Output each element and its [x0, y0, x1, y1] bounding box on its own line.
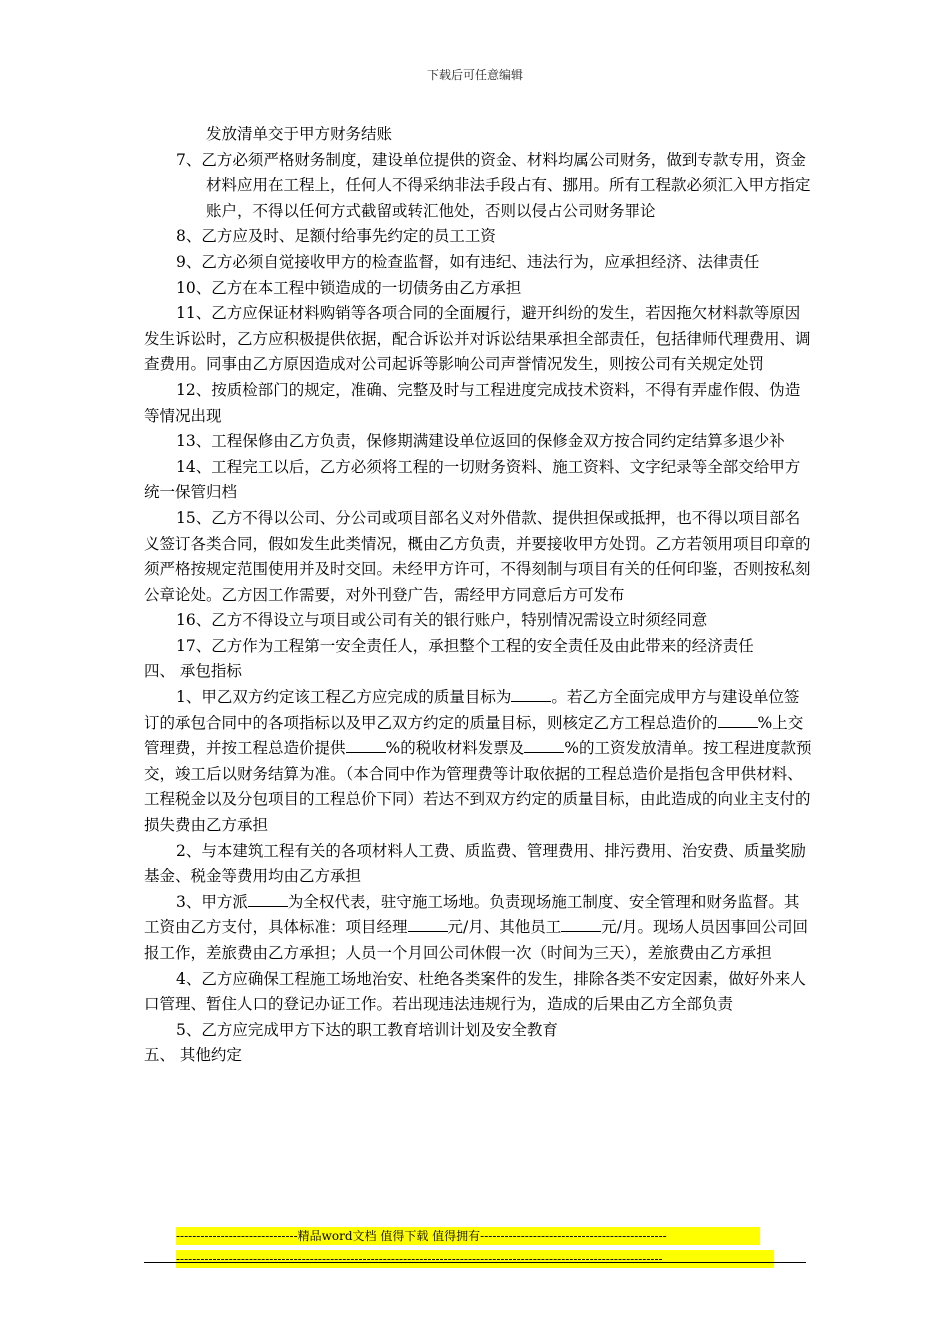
text-span: %上交管理费，并按工程总造价提供: [144, 713, 804, 758]
clause-10: 10、乙方在本工程中锁造成的一切债务由乙方承担: [176, 278, 522, 297]
clause-15: 15、乙方不得以公司、分公司或项目部名义对外借款、提供担保或抵押，也不得以项目部名义签订各类合同，假如发生此类情况，概由乙方负责，并要接收甲方处罚。乙方若领用项目印章的须严格按规定范围使用并及时交回。未经甲方许可，不得刻制与项目有关的任何印鉴，否则按私刻公章论处。乙方因工作需要，对外刊登广告，需经甲方同意后方可发布: [144, 508, 811, 604]
text-span: 为全权代表，驻守施工场地。负责现场施工制度、安全管理和财务监督。其工资由乙方支付，具体标准：项目经理: [144, 892, 800, 937]
clause-7: 7、乙方必须严格财务制度，建设单位提供的资金、材料均属公司财务，做到专款专用，资金材料应用在工程上，任何人不得采纳非法手段占有、挪用。所有工程款必须汇入甲方指定账户，不得以任何方式截留或转汇他处，否则以侵占公司财务罪论: [176, 150, 811, 220]
text-span: 元/月。现场人员因事回公司回报工作，差旅费由乙方承担；人员一个月回公司休假一次（时间为三天），差旅费由乙方承担: [144, 918, 808, 962]
footer-divider: [144, 1262, 806, 1263]
blank-quality-target: [511, 685, 551, 702]
blank-representative: [248, 890, 288, 907]
section-4-item-2: 2、与本建筑工程有关的各项材料人工费、质监费、管理费用、排污费用、治安费、质量奖励基金、税金等费用均由乙方承担: [144, 841, 806, 886]
clause-16: 16、乙方不得设立与项目或公司有关的银行账户，特别情况需设立时须经同意: [176, 611, 708, 630]
section-4-heading: 四、 承包指标: [144, 662, 242, 681]
clause-14: 14、工程完工以后，乙方必须将工程的一切财务资料、施工资料、文字纪录等全部交给甲方统一保管归档: [144, 457, 801, 502]
text-span: 。若乙方全面完成甲方与建设单位签订的承包合同中的各项指标以及甲乙双方约定的质量目标，则核定乙方工程总造价的: [144, 688, 800, 732]
document-body: [144, 122, 812, 1069]
footer-banner-line-2: ------------------------------------------------------------------------------------------------------------------------: [176, 1250, 774, 1268]
section-4-item-1: [144, 685, 812, 839]
footer-banner-line-1: ------------------------------精品word文档 值得下载 值得拥有----------------------------------------------: [176, 1227, 760, 1245]
clause-12: 12、按质检部门的规定，准确、完整及时与工程进度完成技术资料，不得有弄虚作假、伪造等情况出现: [144, 380, 801, 425]
text-span: 元/月、其他员工: [447, 918, 562, 937]
section-4-item-3: [144, 890, 812, 967]
section-5-heading: 五、 其他约定: [144, 1046, 242, 1065]
blank-staff-salary: [561, 915, 601, 932]
text-span: %的工资发放清单。按工程进度款预交，竣工后以财务结算为准。（本合同中作为管理费等计取依据的工程总造价是指包含甲供材料、工程税金以及分包项目的工程总价下同）若达不到双方约定的质量目标，由此造成的向业主支付的损失费由乙方承担: [144, 739, 812, 835]
blank-tax-invoice: [346, 736, 386, 753]
text-span: 3、甲方派: [176, 892, 248, 911]
clause-8: 8、乙方应及时、足额付给事先约定的员工工资: [176, 227, 496, 246]
clause-9: 9、乙方必须自觉接收甲方的检查监督，如有违纪、违法行为，应承担经济、法律责任: [176, 252, 760, 271]
text-span: 1、甲乙双方约定该工程乙方应完成的质量目标为: [176, 688, 512, 707]
clause-11: 11、乙方应保证材料购销等各项合同的全面履行，避开纠纷的发生，若因拖欠材料款等原因发生诉讼时，乙方应积极提供依据，配合诉讼并对诉讼结果承担全部责任，包括律师代理费用、调查费用。同事由乙方原因造成对公司起诉等影响公司声誉情况发生，则按公司有关规定处罚: [144, 304, 811, 374]
section-4-item-4: 4、乙方应确保工程施工场地治安、杜绝各类案件的发生，排除各类不安定因素，做好外来人口管理、暂住人口的登记办证工作。若出现违法违规行为，造成的后果由乙方全部负责: [144, 969, 806, 1014]
section-4-item-5: 5、乙方应完成甲方下达的职工教育培训计划及安全教育: [176, 1020, 558, 1039]
blank-manager-salary: [408, 915, 448, 932]
blank-wage-list: [524, 736, 564, 753]
text-span: %的税收材料发票及: [385, 739, 525, 758]
page-header: 下载后可任意编辑: [426, 68, 523, 82]
clause-13: 13、工程保修由乙方负责，保修期满建设单位返回的保修金双方按合同约定结算多退少补: [176, 432, 785, 451]
clause-17: 17、乙方作为工程第一安全责任人，承担整个工程的安全责任及由此带来的经济责任: [176, 636, 754, 655]
paragraph-6-continued: 发放清单交于甲方财务结账: [206, 125, 393, 143]
page-footer: [176, 1227, 776, 1273]
blank-management-fee: [718, 711, 758, 728]
